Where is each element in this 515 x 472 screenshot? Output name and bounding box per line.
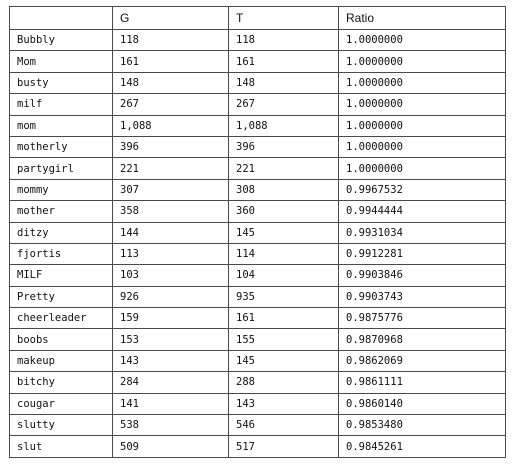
cell-g: 267: [113, 94, 229, 115]
cell-term: Bubbly: [10, 30, 113, 51]
cell-t: 161: [229, 308, 339, 329]
header-g: G: [113, 7, 229, 30]
cell-term: slutty: [10, 415, 113, 436]
cell-term: cougar: [10, 393, 113, 414]
cell-ratio: 0.9903846: [339, 265, 506, 286]
cell-g: 538: [113, 415, 229, 436]
cell-ratio: 1.0000000: [339, 136, 506, 157]
table-row: [10, 72, 506, 93]
cell-g: 307: [113, 179, 229, 200]
cell-t: 396: [229, 136, 339, 157]
header-ratio: Ratio: [339, 7, 506, 30]
cell-term: fjortis: [10, 243, 113, 264]
table-body: [10, 30, 506, 458]
table-row: [10, 94, 506, 115]
cell-ratio: 1.0000000: [339, 72, 506, 93]
cell-ratio: 1.0000000: [339, 94, 506, 115]
table-row: [10, 51, 506, 72]
cell-g: 161: [113, 51, 229, 72]
cell-term: Pretty: [10, 286, 113, 307]
table-row: [10, 115, 506, 136]
cell-ratio: 0.9912281: [339, 243, 506, 264]
cell-g: 159: [113, 308, 229, 329]
table-row: [10, 30, 506, 51]
table-row: [10, 415, 506, 436]
cell-t: 155: [229, 329, 339, 350]
cell-g: 148: [113, 72, 229, 93]
cell-term: slut: [10, 436, 113, 457]
cell-ratio: 1.0000000: [339, 158, 506, 179]
cell-t: 145: [229, 222, 339, 243]
cell-ratio: 1.0000000: [339, 51, 506, 72]
cell-t: 114: [229, 243, 339, 264]
cell-ratio: 0.9862069: [339, 350, 506, 371]
cell-g: 143: [113, 350, 229, 371]
cell-g: 141: [113, 393, 229, 414]
cell-t: 360: [229, 201, 339, 222]
cell-ratio: 0.9845261: [339, 436, 506, 457]
table-row: [10, 286, 506, 307]
cell-g: 396: [113, 136, 229, 157]
table-row: [10, 372, 506, 393]
cell-t: 288: [229, 372, 339, 393]
cell-t: 517: [229, 436, 339, 457]
cell-g: 118: [113, 30, 229, 51]
ratio-table: [9, 6, 506, 458]
cell-ratio: 0.9860140: [339, 393, 506, 414]
cell-g: 926: [113, 286, 229, 307]
cell-term: makeup: [10, 350, 113, 371]
table-row: [10, 158, 506, 179]
cell-term: ditzy: [10, 222, 113, 243]
cell-term: mom: [10, 115, 113, 136]
cell-ratio: 1.0000000: [339, 30, 506, 51]
cell-t: 935: [229, 286, 339, 307]
cell-t: 143: [229, 393, 339, 414]
table-row: [10, 393, 506, 414]
cell-ratio: 0.9861111: [339, 372, 506, 393]
cell-t: 161: [229, 51, 339, 72]
cell-g: 509: [113, 436, 229, 457]
cell-g: 221: [113, 158, 229, 179]
cell-term: busty: [10, 72, 113, 93]
cell-t: 221: [229, 158, 339, 179]
header-row: [10, 7, 506, 30]
table-row: [10, 350, 506, 371]
cell-term: Mom: [10, 51, 113, 72]
cell-g: 1,088: [113, 115, 229, 136]
table-row: [10, 136, 506, 157]
cell-ratio: 0.9853480: [339, 415, 506, 436]
cell-ratio: 0.9903743: [339, 286, 506, 307]
cell-g: 284: [113, 372, 229, 393]
cell-t: 148: [229, 72, 339, 93]
table-row: [10, 201, 506, 222]
table-row: [10, 308, 506, 329]
table-row: [10, 179, 506, 200]
cell-t: 118: [229, 30, 339, 51]
cell-g: 144: [113, 222, 229, 243]
cell-term: boobs: [10, 329, 113, 350]
cell-term: mother: [10, 201, 113, 222]
table-row: [10, 329, 506, 350]
cell-term: cheerleader: [10, 308, 113, 329]
cell-ratio: 0.9944444: [339, 201, 506, 222]
cell-t: 1,088: [229, 115, 339, 136]
table-row: [10, 265, 506, 286]
cell-g: 103: [113, 265, 229, 286]
cell-g: 113: [113, 243, 229, 264]
cell-ratio: 0.9967532: [339, 179, 506, 200]
cell-term: motherly: [10, 136, 113, 157]
cell-t: 145: [229, 350, 339, 371]
table-row: [10, 243, 506, 264]
cell-ratio: 0.9931034: [339, 222, 506, 243]
cell-t: 546: [229, 415, 339, 436]
cell-term: partygirl: [10, 158, 113, 179]
cell-term: bitchy: [10, 372, 113, 393]
cell-g: 153: [113, 329, 229, 350]
table-row: [10, 222, 506, 243]
cell-term: milf: [10, 94, 113, 115]
header-t: T: [229, 7, 339, 30]
table-container: [9, 6, 506, 458]
cell-t: 267: [229, 94, 339, 115]
header-term: [10, 7, 113, 30]
cell-t: 104: [229, 265, 339, 286]
cell-t: 308: [229, 179, 339, 200]
cell-ratio: 0.9870968: [339, 329, 506, 350]
cell-g: 358: [113, 201, 229, 222]
cell-term: MILF: [10, 265, 113, 286]
cell-ratio: 0.9875776: [339, 308, 506, 329]
cell-term: mommy: [10, 179, 113, 200]
cell-ratio: 1.0000000: [339, 115, 506, 136]
table-row: [10, 436, 506, 457]
